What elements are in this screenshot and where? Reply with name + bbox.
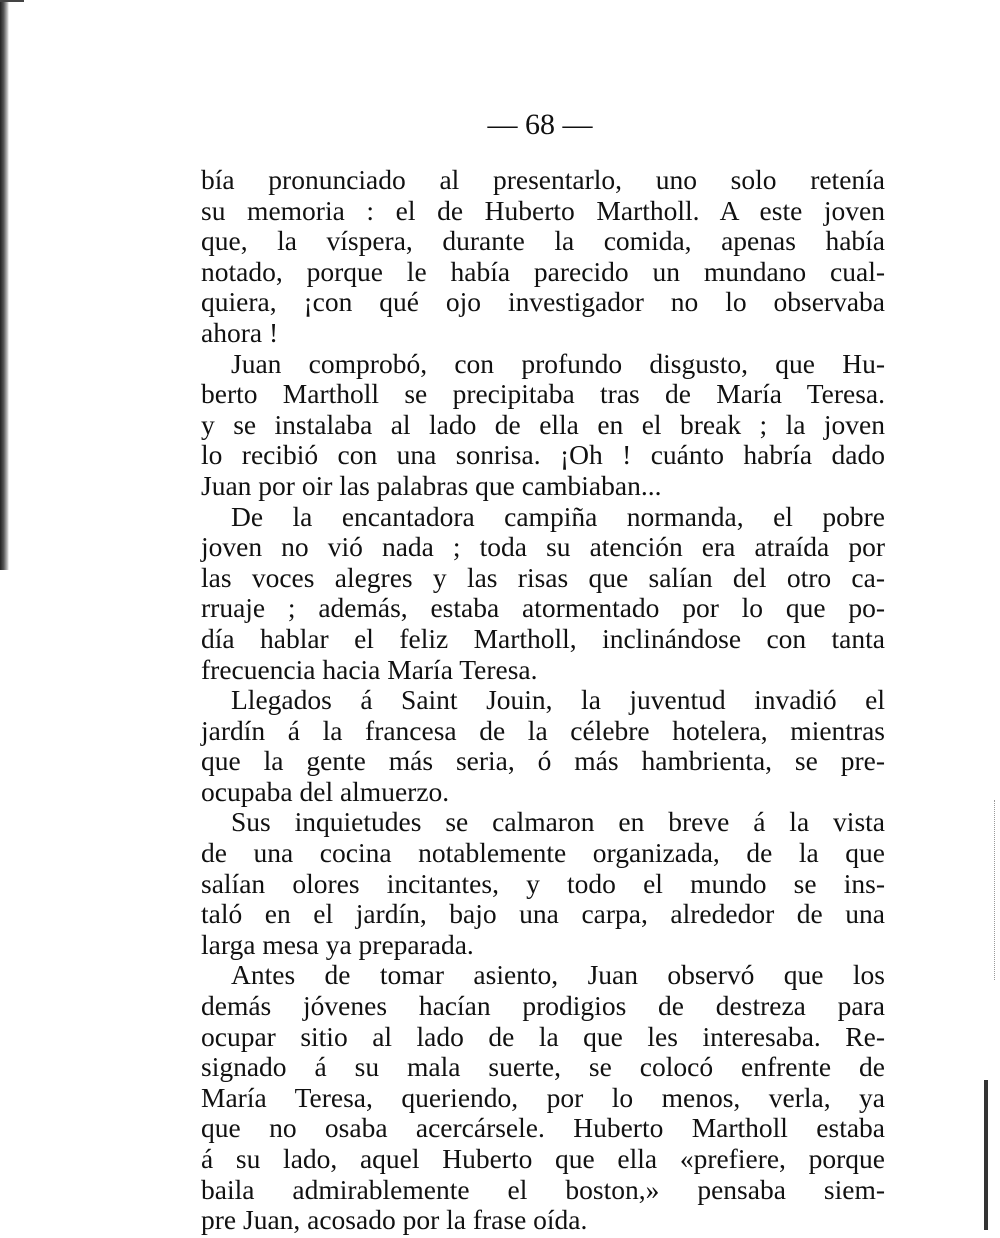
text-line: notado, porque le había parecido un mundano cual- xyxy=(201,255,885,287)
text-line: á su lado, aquel Huberto que ella «prefiere, porque xyxy=(201,1143,885,1174)
text-line: María Teresa, queriendo, por lo menos, verla, ya xyxy=(201,1081,885,1113)
text-line: de una cocina notablemente organizada, de la que xyxy=(201,837,885,869)
text-line: frecuencia hacia María Teresa. xyxy=(201,653,538,685)
text-line: Juan comprobó, con profundo disgusto, que Hu- xyxy=(231,347,885,379)
text-line: pre Juan, acosado por la frase oída. xyxy=(201,1204,588,1236)
text-line: taló en el jardín, bajo una carpa, alrededor de una xyxy=(201,898,885,930)
text-line: signado á su mala suerte, se colocó enfrente de xyxy=(201,1051,885,1083)
text-line: Juan por oir las palabras que cambiaban... xyxy=(201,469,662,501)
text-line: Llegados á Saint Jouin, la juventud invadió el xyxy=(231,684,885,716)
text-line: jardín á la francesa de la célebre hotelera, mientras xyxy=(201,714,885,746)
text-line: que la gente más seria, ó más hambrienta, se pre- xyxy=(201,745,885,777)
text-line: y se instalaba al lado de ella en el break ; la joven xyxy=(201,408,885,440)
text-line: De la encantadora campiña normanda, el pobre xyxy=(231,500,885,532)
text-line: demás jóvenes hacían prodigios de destreza para xyxy=(201,990,885,1022)
text-line: las voces alegres y las risas que salían del otro ca- xyxy=(201,561,885,593)
scan-edge-corner xyxy=(0,0,24,12)
text-line: ahora ! xyxy=(201,316,279,348)
text-line: Sus inquietudes se calmaron en breve á la vista xyxy=(231,806,885,838)
text-line: su memoria : el de Huberto Martholl. A este joven xyxy=(201,194,885,226)
scan-edge-right xyxy=(984,1080,988,1230)
text-line: Antes de tomar asiento, Juan observó que los xyxy=(231,959,885,991)
text-line: joven no vió nada ; toda su atención era atraída por xyxy=(201,531,885,563)
scan-edge-left xyxy=(0,0,9,570)
text-line: larga mesa ya preparada. xyxy=(201,928,474,960)
text-line: que no osaba acercársele. Huberto Martholl estaba xyxy=(201,1112,885,1144)
text-line: que, la víspera, durante la comida, apenas había xyxy=(201,225,885,257)
body-text xyxy=(201,165,885,1236)
text-line: salían olores incitantes, y todo el mundo se ins- xyxy=(201,867,885,899)
text-line: bía pronunciado al presentarlo, uno solo retenía xyxy=(201,164,885,195)
text-line: berto Martholl se precipitaba tras de María Teresa. xyxy=(201,378,885,410)
text-line: rruaje ; además, estaba atormentado por lo que po- xyxy=(201,592,885,624)
page-number: — 68 — xyxy=(487,108,593,141)
text-line: lo recibió con una sonrisa. ¡Oh ! cuánto habría dado xyxy=(201,439,885,471)
text-line: día hablar el feliz Martholl, inclinándose con tanta xyxy=(201,622,885,654)
text-line: baila admirablemente el boston,» pensaba siem- xyxy=(201,1173,885,1205)
text-line: ocupaba del almuerzo. xyxy=(201,775,450,807)
text-line: quiera, ¡con qué ojo investigador no lo observaba xyxy=(201,286,885,318)
text-line: ocupar sitio al lado de la que les interesaba. Re- xyxy=(201,1020,885,1052)
scan-edge-right-dots xyxy=(994,800,997,980)
